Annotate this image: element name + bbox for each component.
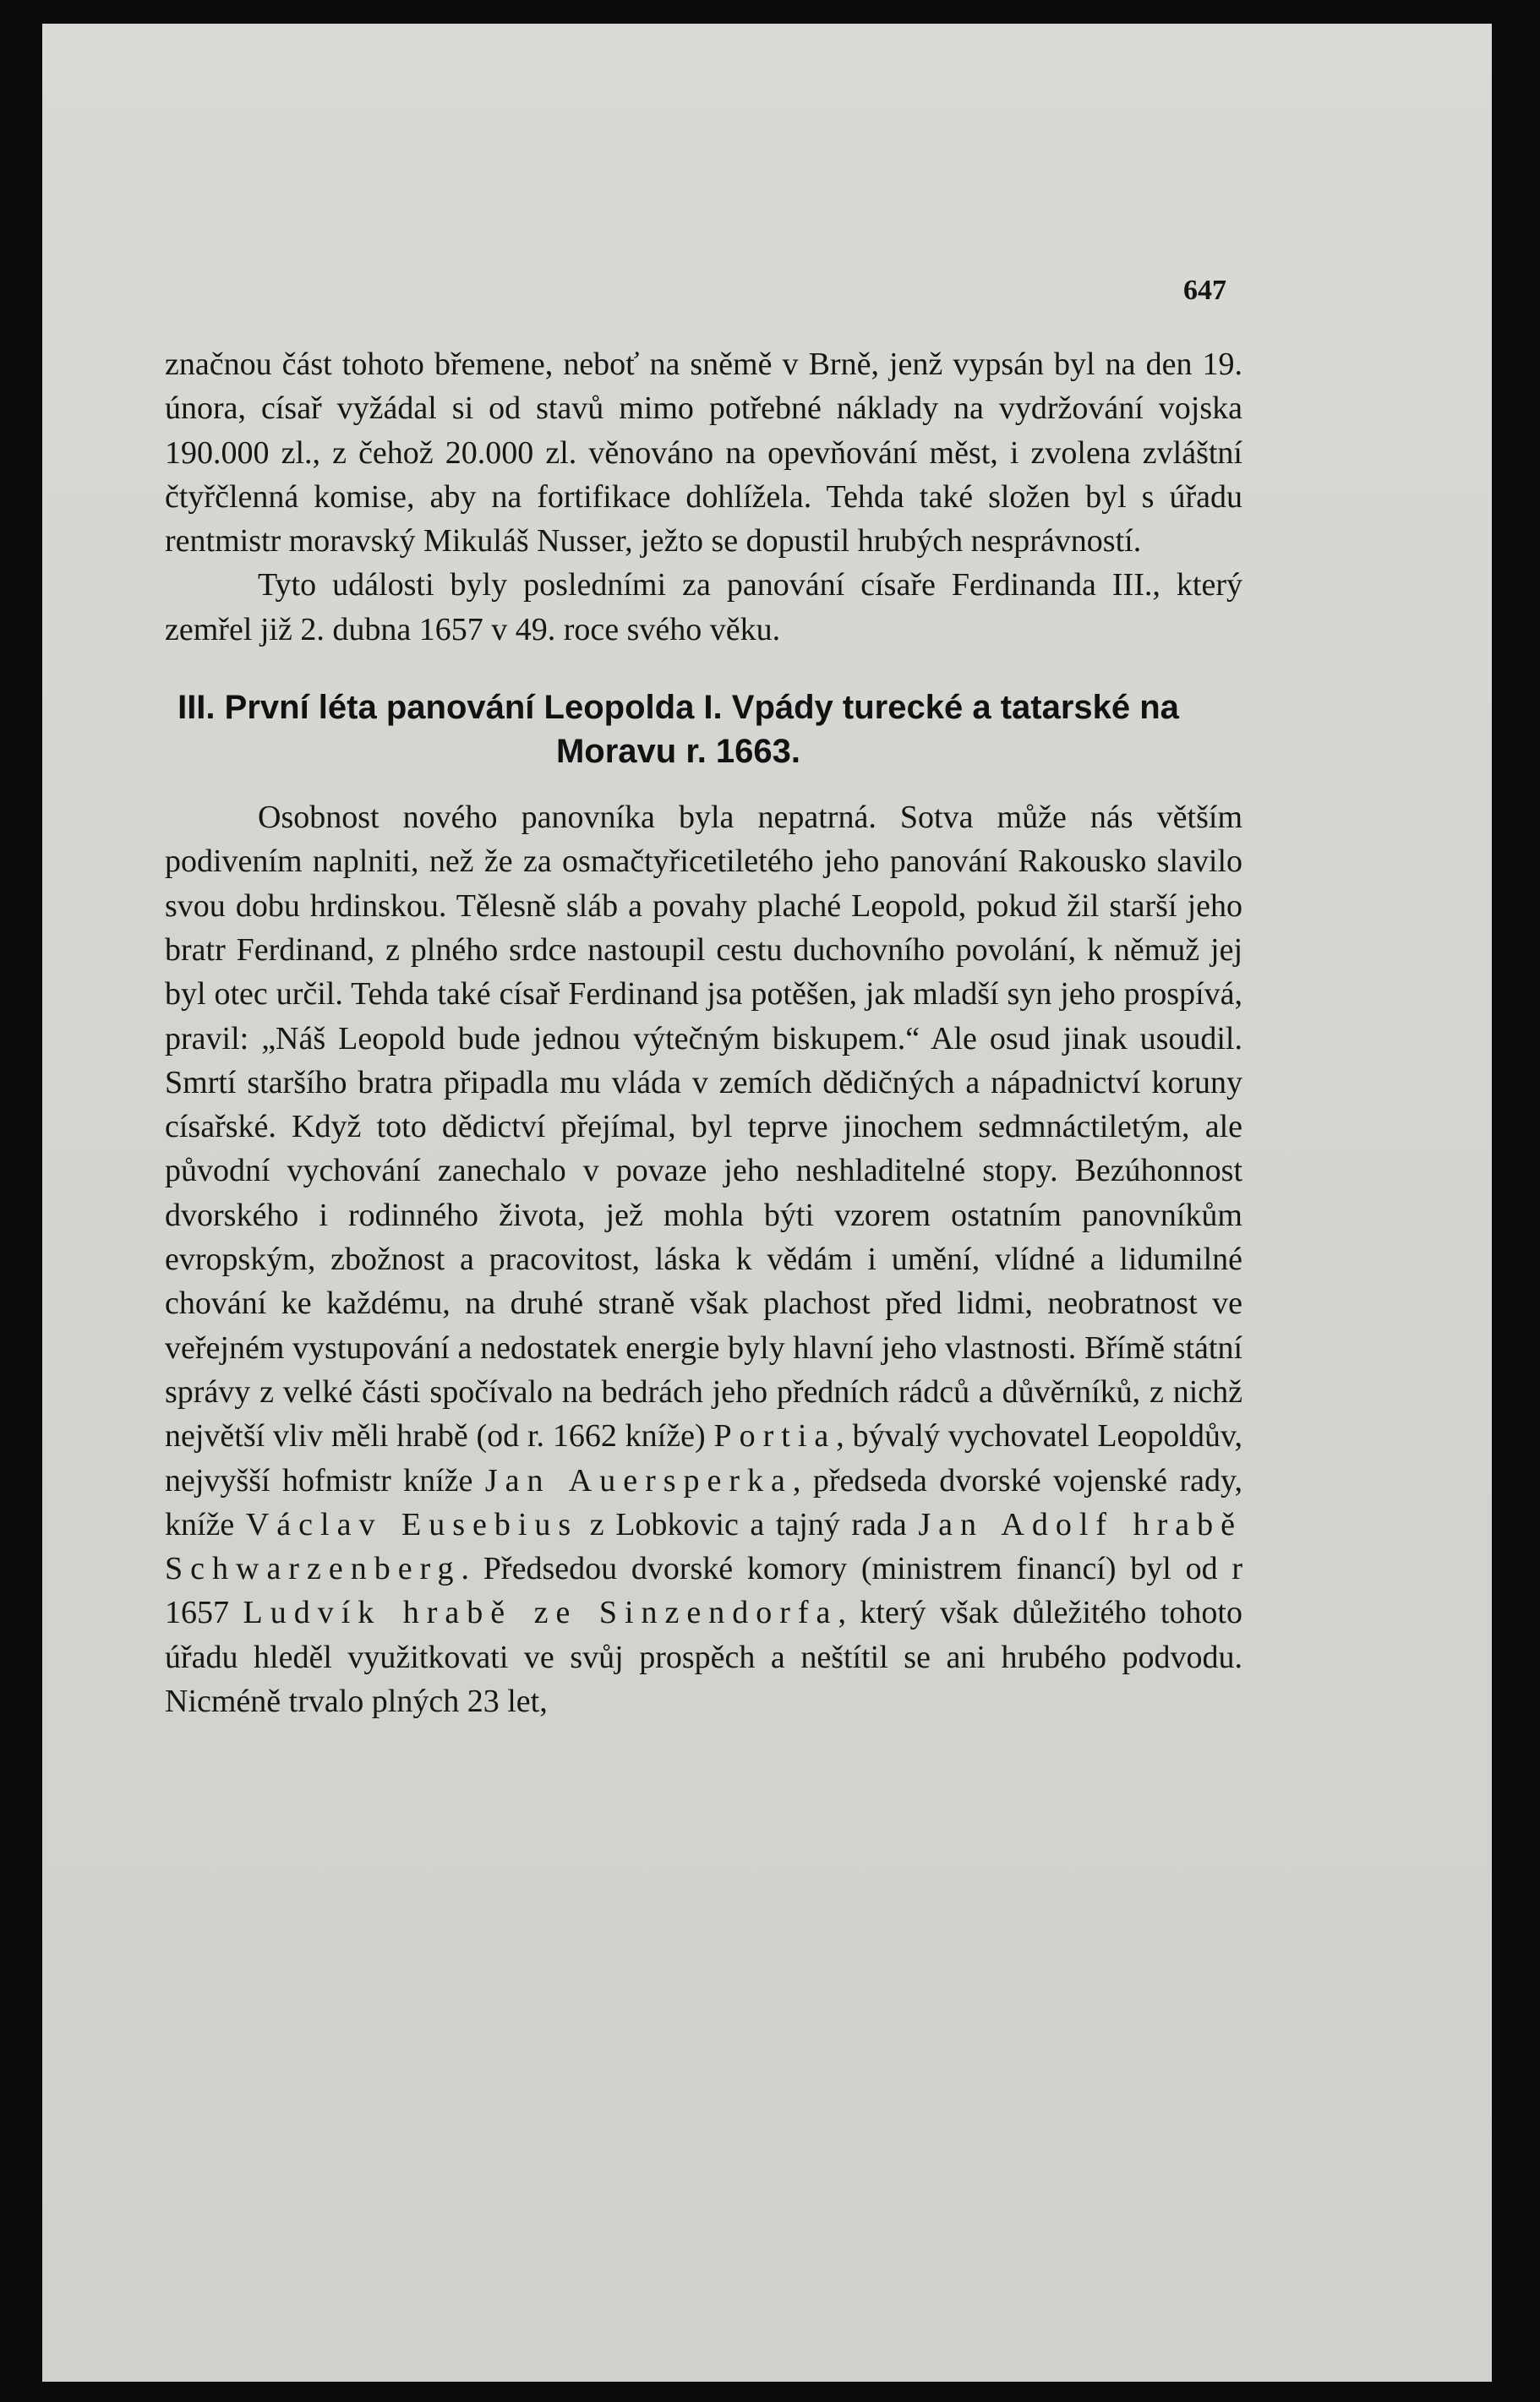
- name-lobkovic: Václav Eusebius: [245, 1506, 579, 1542]
- leopold-text-part-6: , který však důležitého tohoto úřadu hleděl využitkovati ve svůj prospěch a neštítil se ani hrubého podvodu. Nicméně trvalo plných 23 let,: [165, 1595, 1242, 1720]
- leopold-text-part-5: . Předsedou dvorské komory (ministrem financí) byl od r 1657: [165, 1551, 1242, 1631]
- name-sinzendorf: Ludvík hrabě ze Sinzendorfa: [243, 1595, 838, 1631]
- page-text: [165, 342, 1242, 1723]
- leopold-text-part-2: , bývalý vychovatel Leopoldův, nejvyšší hofmistr kníže: [165, 1418, 1243, 1499]
- name-auersperk: Jan Auersperka: [484, 1462, 793, 1499]
- paragraph-ferdinand-death: Tyto události byly posledními za panování císaře Ferdinanda III., který zemřel již 2. dubna 1657 v 49. roce svého věku.: [165, 567, 1242, 647]
- chapter-heading: III. První léta panování Leopolda I. Vpády turecké a tatarské na Moravu r. 1663.: [177, 689, 1179, 771]
- paragraph-leopold: [165, 795, 1242, 1723]
- leopold-text-part-1: Osobnost nového panovníka byla nepatrná. Sotva může nás větším podivením naplniti, než že za osmačtyřicetiletého jeho panování Rakousko slavilo svou dobu hrdinskou. Tělesně sláb a povahy plaché Leopold, pokud žil starší jeho bratr Ferdinand, z plného srdce nastoupil cestu duchovního povolání, k němuž jej byl otec určil. Tehda také císař Ferdinand jsa potěšen, jak mladší syn jeho prospívá, pravil: „Náš Leopold bude jednou výtečným biskupem.“ Ale osud jinak usoudil. Smrtí staršího bratra připadla mu vláda v zemích dědičných a nápadnictví koruny císařské. Když toto dědictví přejímal, byl teprve jinochem sedmnáctiletým, ale původní vychování zanechalo v povaze jeho neshladitelné stopy. Bezúhonnost dvorského i rodinného života, jež mohla býti vzorem ostatním panovníkům evropským, zbožnost a pracovitost, láska k vědám i umění, vlídné a lidumilné chování ke každému, na druhé straně však plachost před lidmi, neobratnost ve veřejném vystupování a nedostatek energie byly hlavní jeho vlastnosti. Břímě státní správy z velké části spočívalo na bedrách jeho předních rádců a důvěrníků, z nichž největší vliv měli hrabě (od r. 1662 kníže): [165, 800, 1242, 1455]
- name-schwarzenberg: Jan Adolf hrabě Schwarzenberg: [165, 1506, 1243, 1587]
- paragraph-continuation: značnou část tohoto břemene, neboť na sněmě v Brně, jenž vypsán byl na den 19. února, císař vyžádal si od stavů mimo potřebné náklady na vydržování vojska 190.000 zl., z čehož 20.000 zl. věnováno na opevňování měst, i zvolena zvláštní čtyřčlenná komise, aby na fortifikace dohlížela. Tehda také složen byl s úřadu rentmistr moravský Mikuláš Nusser, ježto se dopustil hrubých nesprávností.: [165, 347, 1242, 560]
- leopold-text-part-4: z Lobkovic a tajný rada: [589, 1506, 907, 1542]
- page-number: 647: [1183, 275, 1226, 306]
- leopold-text-part-3: , předseda dvorské vojenské rady, kníže: [165, 1462, 1242, 1542]
- name-portia: Portia: [713, 1418, 837, 1455]
